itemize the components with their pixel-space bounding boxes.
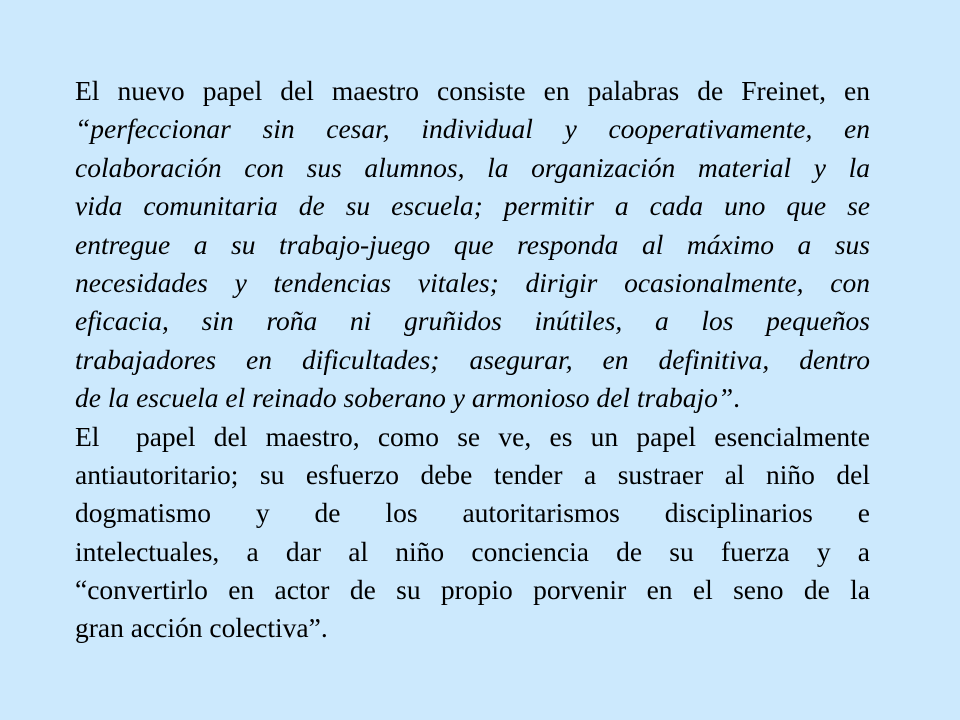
quote-line: eficacia, sin roña ni gruñidos inútiles, a los pequeños <box>75 305 870 337</box>
text-line: antiautoritario; su esfuerzo debe tender a sustraer al niño del <box>75 458 870 490</box>
quote-line: trabajadores en dificultades; asegurar, en definitiva, dentro <box>75 343 870 375</box>
text-line: El papel del maestro, como se ve, es un papel esencialmente <box>75 420 870 452</box>
text-line: “convertirlo en actor de su propio porvenir en el seno de la <box>75 574 870 606</box>
quote-line: necesidades y tendencias vitales; dirigir ocasionalmente, con <box>75 266 870 298</box>
text-line: gran acción colectiva”. <box>75 612 328 644</box>
quote-end-text: de la escuela el reinado soberano y armonioso del trabajo” <box>75 382 734 414</box>
quote-line: vida comunitaria de su escuela; permitir a cada uno que se <box>75 190 870 222</box>
quote-line: colaboración con sus alumnos, la organización material y la <box>75 151 870 183</box>
period: . <box>733 382 741 414</box>
quote-end-line <box>75 379 870 417</box>
text-line: El nuevo papel del maestro consiste en palabras de Freinet, en <box>75 75 870 106</box>
quote-line: entregue a su trabajo-juego que responda al máximo a sus <box>75 228 870 260</box>
text-line: dogmatismo y de los autoritarismos disciplinarios e <box>75 497 870 529</box>
quote-line: “perfeccionar sin cesar, individual y cooperativamente, en <box>75 113 870 145</box>
text-block <box>75 72 870 648</box>
text-line: intelectuales, a dar al niño conciencia de su fuerza y a <box>75 535 870 567</box>
